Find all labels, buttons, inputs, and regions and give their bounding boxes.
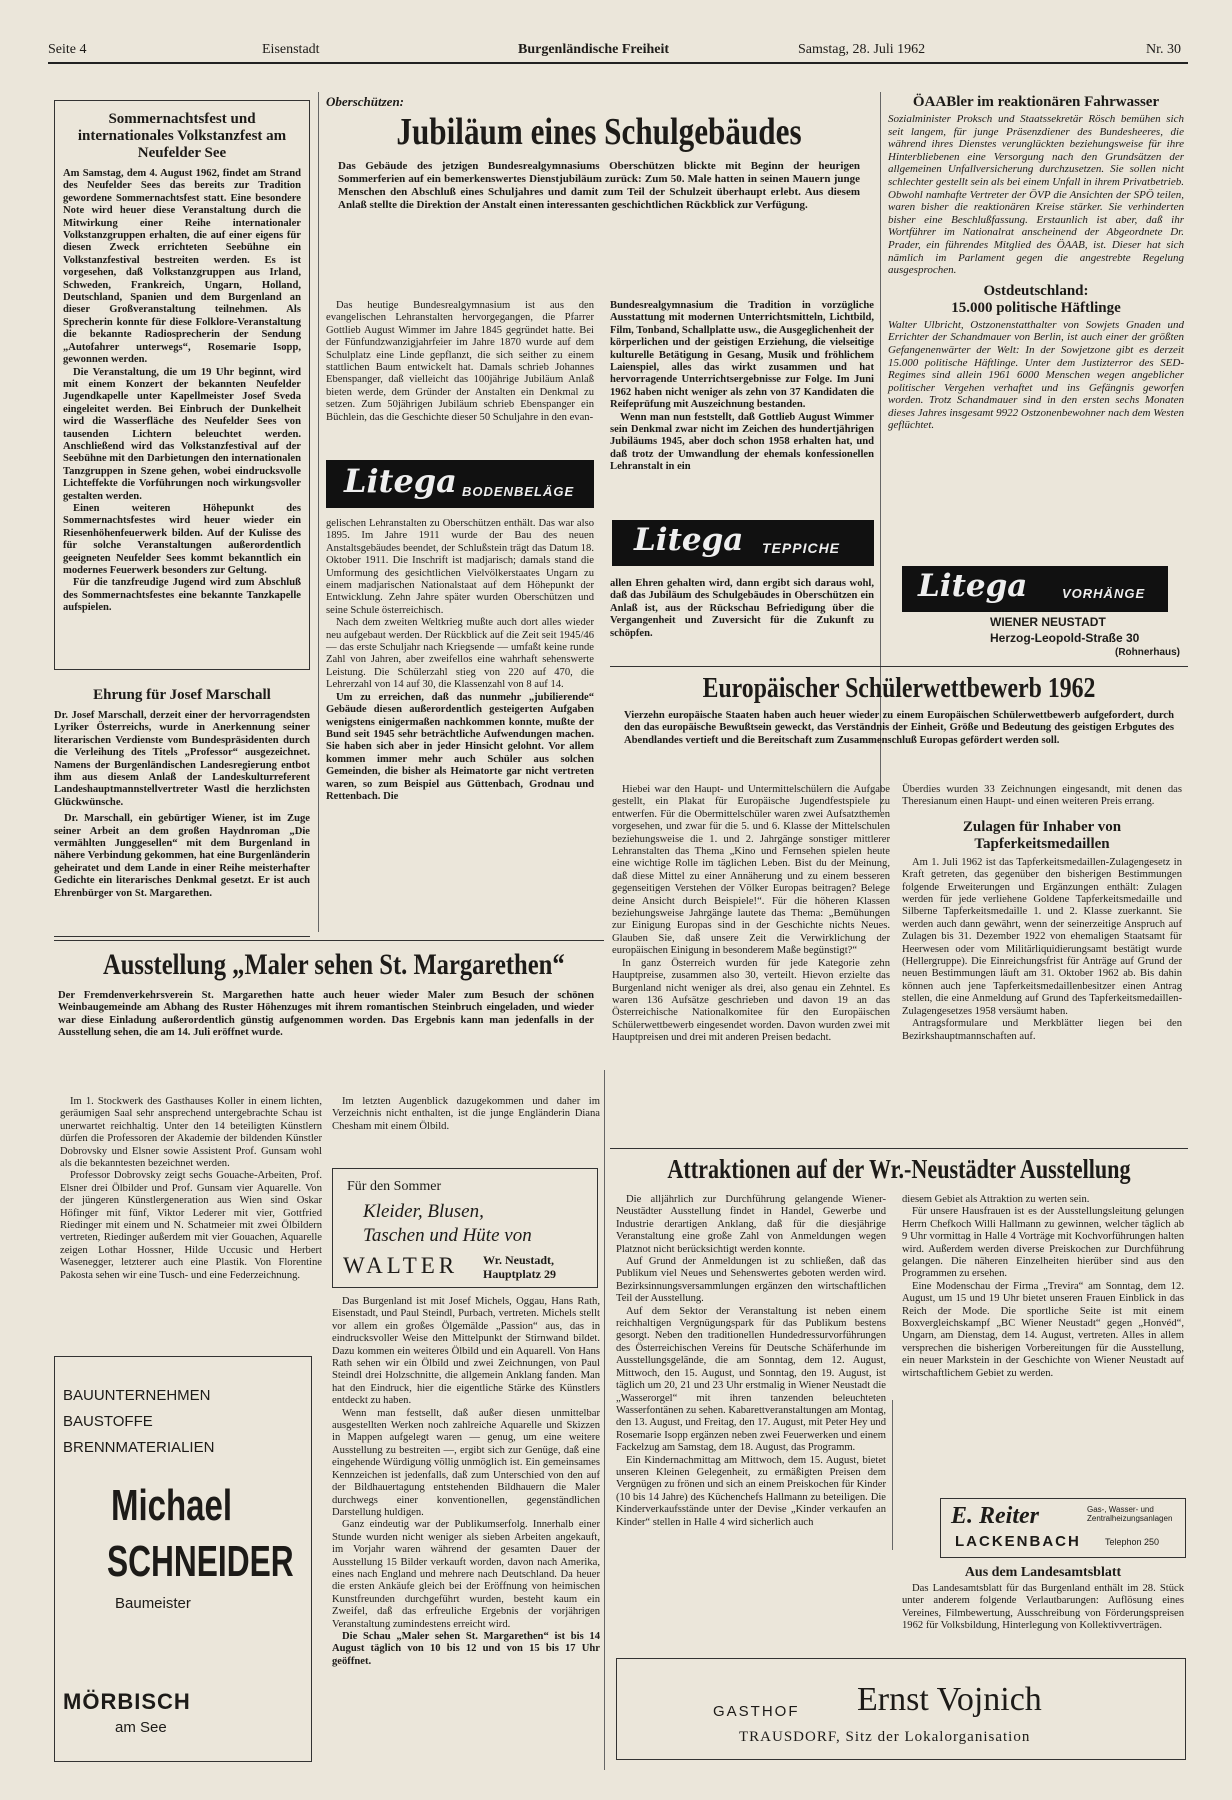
ad-line: Kleider, Blusen, [363, 1201, 484, 1222]
article-title-line1: Zulagen für Inhaber von [962, 818, 1122, 835]
ad-label: GASTHOF [713, 1703, 800, 1720]
paragraph: Antragsformulare und Merkblätter liegen bei den Bezirkshauptmannschaften auf. [902, 1018, 1182, 1042]
paragraph: Überdies wurden 33 Zeichnungen eingesandt, mit denen das Theresianum einen Haupt- und einen weiteren Preis errang. [902, 784, 1182, 808]
paragraph: Für unsere Hausfrauen ist es der Ausstellungsleitung gelungen Herrn Chefkoch Willi Hallmann zu gewinnen, welcher täglich ab 9 Uhr vormittag in Halle 4 Vorträge mit Kochvorführungen halten wird. Außerdem werden diverse Preiskochen zur Durchführung gelangen. Die näheren Einzelheiten hierüber sind aus den Programmen zu ersehen. [902, 1206, 1184, 1280]
paragraph: Professor Dobrovsky zeigt sechs Gouache-Arbeiten, Prof. Elsner drei Ölbilder und Prof. Gunsam vier Aquarelle. Von der jüngeren Künstlergeneration aus Wien sind Oskar Höfinger mit fünf, Viktor Lederer mit vier, Gottfried Riedinger mit einem und N. Schatmeier mit zwei Ölbildern vertreten, Riedinger außerdem mit vier Gouachen, Aquarelle zeigen Lothar Hossner, Hilde Uccusic und Herbert Wasenegger, letzterer auch eine Plastik. Von Florentine Pakosta sehen wir eine Tusch- und eine Federzeichnung. [60, 1170, 322, 1281]
paragraph: Wenn man nun feststellt, daß Gottlieb August Wimmer sein Denkmal zwar nicht im Zeichen des hundertjährigen Jubiläums 1945, aber doch schon 1958 erhalten hat, und daß trotz der Umwandlung der ehemals konfessionellen Lehranstalt in ein [610, 411, 874, 473]
ad-product: BODENBELÄGE [462, 484, 575, 499]
ad-place: MÖRBISCH [63, 1689, 191, 1714]
paragraph: Dr. Marschall, ein gebürtiger Wiener, ist im Zuge seiner Arbeit an dem großen Haydnroman „Die vermählten Junggesellen“ mit dem Burgenland in nähere Verbindung gekommen, hat eine Burgenländerin geheiratet und dem Lande in einer Reihe meisterhafter Gedichte ein literarisches Denkmal gesetzt. Er ist auch Ehrenbürger von St. Margarethen. [54, 813, 310, 899]
article-kicker: Oberschützen: [326, 94, 405, 109]
article-column-1b [326, 518, 594, 803]
newspaper-name: Burgenländische Freiheit [518, 42, 670, 57]
article-title: Aus dem Landesamtsblatt [964, 1565, 1122, 1580]
ad-address-2: Hauptplatz 29 [483, 1267, 557, 1281]
article-lead: Vierzehn europäische Staaten haben auch heuer wieder zu einem Europäischen Schülerwettbewerb aufgefordert, durch den das europäische Bewußtsein geweckt, das Verständnis der Einheit, Größe und Bedeutung des geistigen Erbgutes des Abendlandes vertieft und die Bereitschaft zum Zusammenschluß Europas gefördert werden soll. [624, 710, 1174, 746]
article-euro-col1 [612, 784, 890, 1045]
article-title: ÖAABler im reaktionären Fahrwasser [912, 94, 1160, 110]
paragraph: gelischen Lehranstalten zu Oberschützen enthält. Das war also 1895. Im Jahre 1911 wurde der Bau des neuen Anstaltsgebäudes beendet, der Schlußstein trägt das Datum 18. Oktober 1911. Die Inschrift ist madjarisch; damals stand die Umformung des gesichtlichen Vielvölkerstaates Ungarn zu einem madjarischen Nationalstaat auf dem Höhepunkt der Entwicklung. Zehn Jahre später wurden Oberschützen und seine Schule österreichisch. [326, 518, 594, 616]
article-jubilaeum [326, 94, 872, 218]
article-title: Jubiläum eines Schulgebäudes [396, 111, 802, 153]
article-sommernachtsfest [54, 100, 310, 670]
ad-product: VORHÄNGE [1062, 586, 1146, 601]
paragraph: Die Schau „Maler sehen St. Margarethen“ ist bis 14 August täglich von 10 bis 12 und von 15 bis 17 Uhr geöffnet. [332, 1630, 600, 1667]
issue-number: Nr. 30 [1146, 42, 1181, 57]
article-euro-col2 [902, 784, 1182, 1043]
ad-phone: Telephon 250 [1105, 1537, 1160, 1547]
paragraph: Die Veranstaltung, die um 19 Uhr beginnt, wird mit einem Konzert der bekannten Neufelder Jugendkapelle unter Kapellmeister Josef Sveda eingeleitet werden. Bei Einbruch der Dunkelheit wird die Wasserfläche des Neufelder Sees von tausenden Lichtern beleuchtet werden. Anschließend wird das Volkstanzfestival auf der Seebühne mit den Darbietungen den internationalen Tanzgruppen in Szene gehen, wobei eindrucksvolle Lichteffekte die Vorführungen noch wirkungsvoller gestalten werden. [63, 366, 301, 502]
paragraph: Walter Ulbricht, Ostzonenstatthalter von Sowjets Gnaden und Errichter der Schandmauer von Berlin, ist auch einer der größten Gefangenenwärter der Welt: In der Sowjetzone gibt es derzeit 15.000 politische Häftlinge. Unter dem Justizterror des SED-Regimes sind allein 1961 6000 Menschen wegen angeblicher politischer Vergehen verhaftet und ins Gefängnis geworfen worden. Trotz Schandmauer sind in den ersten sechs Monaten dieses Jahres insgesamt 9922 Ostzonenbewohner nach dem Westen geflüchtet. [888, 318, 1184, 432]
paragraph: Ein Kindernachmittag am Mittwoch, dem 15. August, bietet unseren Kleinen Gelegenheit, zu ermäßigten Preisen dem Vergnügen zu frönen und sich an einem Preiskochen für Kinder (10 bis 14 Jahre) des Küchenchefs Hallmann zu beteiligen. Die Kinderverkaufsstände unter der Devise „Kinder verkaufen an Kinder“ stellen in Halle 4 wird sicherlich auch [616, 1454, 886, 1528]
paragraph: allen Ehren gehalten wird, dann ergibt sich daraus wohl, daß das Jubiläum des Schulgebäudes in Oberschützen ein Anlaß ist, aus der Rückschau Befriedigung über die Vergangenheit und Zuversicht für die Zukunft zu schöpfen. [610, 578, 874, 639]
ad-name-first: Michael [111, 1481, 233, 1530]
ad-litega-bodenbelaege [326, 460, 594, 508]
paragraph: Nach dem zweiten Weltkrieg mußte auch dort alles wieder neu aufgebaut werden. Der Rückblick auf die Zeit seit 1945/46 — das erste Schuljahr nach Kriegsende — umfaßt keine runde Zahl von Jahren, aber zweifellos eine wahrhaft sehenswerte Leistung. Die Schülerzahl stieg von 220 auf 470, die Lehrerzahl von 14 auf 30, die Klassenzahl von 8 auf 14. [326, 617, 594, 691]
ad-brand: Litega [634, 522, 744, 558]
paragraph: Für die tanzfreudige Jugend wird zum Abschluß des Sommernachtsfestes eine bekannte Tanzkapelle aufspielen. [63, 577, 301, 614]
paragraph: diesem Gebiet als Attraktion zu werten sein. [902, 1194, 1090, 1205]
article-title-line1: Ostdeutschland: [983, 282, 1089, 299]
article-lead: Das Gebäude des jetzigen Bundesrealgymnasiums Oberschützen blickte mit Beginn der heurigen Sommerferien auf ein bemerkenswertes Dienstjubiläum zurück: Zum 50. Male hatten in seinen Mauern junge Menschen den Abschluß eines Schuljahres und damit zum Teil der Schulzeit überhaupt erlebt. Aus diesem Anlaß stellte die Direktion der Anstalt einen interessanten geschichtlichen Rückblick zur Verfügung. [338, 160, 860, 211]
ad-address-1: Wr. Neustadt, [483, 1253, 555, 1267]
article-title: Ehrung für Josef Marschall [93, 687, 271, 703]
ad-vojnich [616, 1658, 1186, 1760]
paragraph: Bundesrealgymnasium die Tradition in vorzügliche Ausstattung mit modernen Unterrichtsmitteln, Lichtbild, Film, Tonband, Schallplatte usw., die Ausgeglichenheit der körperlichen und der geistigen Erziehung, die vielseitige kulturelle Betätigung in Gesang, Musik und fröhlichem Laienspiel, alles das wirkt zusammen und hat hervorragende Unterrichtsergebnisse zur Folge. Im Juni 1962 haben nicht weniger als zehn von 37 Kandidaten die Reifeprüfung mit Auszeichnung bestanden. [610, 300, 874, 411]
article-title-line2: 15.000 politische Häftlinge [951, 299, 1121, 316]
article-maler [54, 946, 598, 1048]
ad-brand: E. Reiter [951, 1503, 1039, 1529]
page-number: Seite 4 [48, 42, 87, 57]
article-lead: Der Fremdenverkehrsverein St. Margarethen hatte auch heuer wieder Maler zum Besuch der schönen Weinbaugemeinde am Abhang des Ruster Höhenzuges mit ihrem romantischen Steinbruch eingeladen, und wieder war diese Einladung außerordentlich günstig aufgenommen worden. Das Ergebnis kann man jedenfalls in der Ausstellung sehen, die am 14. Juli eröffnet wurde. [58, 990, 594, 1039]
ad-brand: Ernst Vojnich [857, 1681, 1042, 1718]
ad-litega-address [990, 614, 1180, 659]
article-attraktionen [612, 1152, 1186, 1186]
article-maler-col2a [332, 1096, 600, 1133]
ad-brand: Litega [344, 462, 457, 500]
paragraph: Einen weiteren Höhepunkt des Sommernachtsfestes wird heuer wieder ein Riesenhöhenfeuerwerk bilden. Auf der Kulisse des für solche Veranstaltungen außerordentlich geeigneten Neufelder Sees kommt bekanntlich ein modernes Feuerwerk besonders zur Geltung. [63, 502, 301, 576]
article-column-1 [326, 300, 594, 424]
ad-product: TEPPICHE [762, 540, 841, 556]
article-title: Ausstellung „Maler sehen St. Margarethen“ [102, 948, 565, 981]
paragraph: Eine Modenschau der Firma „Trevira“ am Sonntag, dem 12. August, um 15 und 19 Uhr bietet unseren Frauen Einblick in das Reich der Mode. Die sportliche Seite ist mit einem Boxvergleichskampf „BC Wiener Neustadt“ gegen „Honvéd“, Ungarn, am Dienstag, dem 14. August, vertreten. Alles in allem versprechen die bisherigen Vorbereitungen für die Ausstellung, ein neuer Markstein in der Geschichte von Wiener Neustadt auf wirtschaftlichem Gebiet zu werden. [902, 1280, 1184, 1379]
paragraph: Um zu erreichen, daß das nunmehr „jubilierende“ Gebäude diesen außerordentlich gesteigerten Aufgaben wenigstens einigermaßen nachkommen konnte, mußte der Bund seit 1945 sehr beträchtliche Aufwendungen machen. Sie haben sich aber in jeder Hinsicht gelohnt. Vor allem kommen immer mehr auch Schüler aus solchen Gemeinden, die bisher als Heimatorte gar nicht vertreten waren, so zum Beispiel aus Güttenbach, Grodnau und Rettenbach. Die [326, 691, 594, 802]
article-title: Sommernachtsfest und internationales Volkstanzfest am Neufelder See [77, 111, 287, 161]
paragraph: Dr. Josef Marschall, derzeit einer der hervorragendsten Lyriker Österreichs, wurde in Anerkennung seiner literarischen Verdienste vom Bundespräsidenten durch die Verleihung des Titels „Professor“ ausgezeichnet. Namens der Burgenländischen Landesregierung entbot ihm aus diesem Anlaß der Landeskulturreferent Landeshauptmannstellvertreter Wastl die herzlichsten Glückwünsche. [54, 710, 310, 808]
paragraph: Das Burgenland ist mit Josef Michels, Oggau, Hans Rath, Eisenstadt, und Paul Steindl, Purbach, vertreten. Michels stellt vor allem ein großes Ölgemälde „Passion“ aus, das in eindrucksvoller Weise den Mittelpunkt der Stirnwand bildet. Dazu kommen ein weiteres Ölbild und ein Aquarell. Von Hans Rath sehen wir ein Ölbild und zwei Zeichnungen, von Paul Steindl drei Holzschnitte, die allgemein Anklang fanden. Man hat den Eindruck, hier die eigentliche Stärke des Künstlers entdeckt zu haben. [332, 1296, 600, 1407]
article-column-2b [610, 578, 874, 640]
article-title-line2: Tapferkeitsmedaillen [974, 835, 1110, 852]
ad-reiter [940, 1498, 1186, 1558]
ad-brand: WALTER [343, 1253, 459, 1278]
paragraph: Die alljährlich zur Durchführung gelangende Wiener-Neustädter Ausstellung findet in Handel, Gewerbe und Industrie derartigen Anklang, daß für die diesjährige Veranstaltung eine große Zahl von Anmeldungen wegen Platznot nicht berücksichtigt werden konnte. [616, 1194, 886, 1255]
paragraph: Das Landesamtsblatt für das Burgenland enthält im 28. Stück unter anderem folgende Verlautbarungen: Auflösung eines Vereines, Filmbewertung, Ausschreibung von Förderungspreisen 1962 für Volksbildung, Hinterlegung von Kollektivverträgen. [902, 1583, 1184, 1632]
ad-place: LACKENBACH [955, 1533, 1081, 1550]
ad-brand: Litega [918, 568, 1028, 604]
place-name: Eisenstadt [262, 42, 320, 57]
article-title: Europäischer Schülerwettbewerb 1962 [702, 672, 1096, 704]
article-landesamtsblatt [902, 1564, 1184, 1633]
paragraph: Am 1. Juli 1962 ist das Tapferkeitsmedaillen-Zulagengesetz in Kraft getreten, das gegenüber den bisherigen Bestimmungen folgende Erweiterungen und Ergänzungen enthält: Zulagen werden für jede verliehene Goldene Tapferkeitsmedaille und Silberne Tapferkeitsmedaille 1. und 2. Klasse zuerkannt. Sie werden auch dann gewährt, wenn der seinerzeitige Anspruch auf Zulagen bis 31. Dezember 1922 von ehemaligen Staatsamt für Heerwesen oder vom Militärliquidierungsamt bestätigt wurde (Hellergruppe). Die Einreichungsfrist für Anträge auf Grund der neuen Bestimmungen läuft am 31. Oktober 1962 ab. Bis dahin können auch jene Tapferkeitsmedaillenbesitzer einen Antrag stellen, die eine Anmeldung auf Grund des Tapferkeitsmedaillen-Zulagengesetzes 1958 versäumt haben. [902, 856, 1182, 1017]
ad-walter [332, 1168, 598, 1288]
article-ehrung [54, 686, 310, 937]
article-schuelerwettbewerb [612, 670, 1186, 751]
ad-name-last: SCHNEIDER [107, 1537, 294, 1586]
article-attr-col2 [902, 1194, 1184, 1380]
paragraph: Wenn man festsellt, daß außer diesen unmittelbar ausgestellten Werken noch zahlreiche Aquarelle und Skizzen in Mappen aufgelegt waren — genug, um eine weitere Ausstellung zu bestreiten —, ergibt sich zur Genüge, daß eine eingehende Würdigung völlig unmöglich ist. Ein gemeinsames Kennzeichen ist jedenfalls, daß zum Unterschied von den auf der Bildhauertagung entstehenden Bildhauern die Maler durchwegs einer konventionellen, gegenständlichen Darstellung huldigen. [332, 1407, 600, 1518]
article-maler-col2b [332, 1296, 600, 1668]
paragraph: Im letzten Augenblick dazugekommen und daher im Verzeichnis nicht enthalten, ist die junge Engländerin Diana Chesham mit einem Ölbild. [332, 1096, 600, 1132]
paragraph: Sozialminister Proksch und Staatssekretär Rösch bemühen sich seit langem, für junge Präsenzdiener des Bundesheeres, die während ihres Dienstes verunglückten beziehungsweise für ihre Hinterbliebenen eine Versorgung nach den Grundsätzen der allgemeinen Unfallversicherung durchzusetzen. Sie sollen nicht schlechter gestellt sein als bei einem Unfall in ihrem Privatbetrieb. Obwohl namhafte Vertreter der ÖVP die Ansichten der SPÖ teilen, waren bisher die reaktionären Kreise stärker. Sie verhinderten bisher eine Beschlußfassung. Erstaunlich ist aber, daß ihr Wortführer im Nationalrat anscheinend der Abgeordnete Dr. Prader, ein führendes Mitglied des ÖAAB, ist. Dieser hat sich nämlich im Parlament gegen die angestrebte Regelung ausgesprochen. [888, 113, 1184, 277]
paragraph: Auf dem Sektor der Veranstaltung ist neben einem reichhaltigen Vergnügungspark für das Publikum bestens gesorgt. Neben den traditionellen Hundedressurvorführungen des Österreichischen Vereins für Deutsche Schäferhunde im Ausstellungsgelände, die am Sonntag, dem 12. August, Mittwoch, den 15. August, und Sonntag, den 19. August, ist täglich um 20, 21 und 23 Uhr erstmalig in Wiener Neustadt die „Wasserorgel“ mit ihren tanzenden beleuchteten Wasserfontänen zu sehen. Kabarettveranstaltungen am Montag, den 13. August, und Freitag, den 17. August, mit Peter Hey und Rosemarie Isopp ergänzen neben zwei Feuerwerken und einem Fackelzug am Samstag, dem 18. August, das Programm. [616, 1305, 886, 1454]
article-column-2 [610, 300, 874, 474]
ad-line: BAUSTOFFE [63, 1413, 153, 1430]
paragraph: Hiebei war den Haupt- und Untermittelschülern die Aufgabe gestellt, ein Plakat für Europäische Jugendfestspiele zu entwerfen. Für die Obermittelschüler waren zwei Aufsatzthemen vorgesehen, und zwar für die 5. und 6. Klasse der Mittelschulen beziehungsweise die 1. und 2. Jahrgänge sonstiger mittlerer Lehranstalten das Thema „Kino und Fernsehen spielen heute eine wichtige Rolle im täglichen Leben. Bist du der Meinung, daß diese Mittel zu einer Annäherung und zu einem besseren gegenseitigen Verstehen der Völker Europas beitragen? Belege deine Ansicht durch Beispiele!“. Für die höheren Klassen beziehungsweise Jahrgänge lautete das Thema: „Bemühungen zur Einigung Europas sind in der Geschichte nichts Neues. Glauben Sie, daß unsere Zeit die Verwirklichung der europäischen Einigung in besonderem Maße begünstigt?“ [612, 784, 890, 957]
ad-place-sub: am See [115, 1719, 167, 1736]
page-header [48, 40, 1188, 64]
paragraph: Im 1. Stockwerk des Gasthauses Koller in einem lichten, geräumigen Saal sehr ansprechend untergebrachte Schau ist unerwartet reichhaltig. Unter den 14 beteiligten Künstlern dürfen die Professoren der Akademie der bildenden Künstler Dobrovsky und Elsner sowie Assistent Prof. Gunsam wohl als die bekanntesten bezeichnet werden. [60, 1096, 322, 1170]
ad-sub: Gas-, Wasser- und Zentralheizungsanlagen [1087, 1505, 1173, 1523]
article-oeaabler [888, 94, 1184, 432]
ad-schneider [54, 1356, 312, 1762]
paragraph: Das heutige Bundesrealgymnasium ist aus den evangelischen Lehranstalten hervorgegangen, die Pfarrer Gottlieb August Wimmer im Jahre 1845 gegründet hatte. Bei der Fünfundzwanzigjahrfeier im Jahre 1870 wurde auf dem Schulplatz eine Linde gepflanzt, die sich seither zu einem stattlichen Baum entwickelt hat. Damals schrieb Johannes Ebenspanger, daß vielleicht das 100jährige Jubiläum Anlaß bieten werde, dem Gründer der Anstalten ein Denkmal zu setzen. Zum 50jährigen Jubiläum schrieb Ebenspanger ein Büchlein, das die Geschichte dieser 50 Schuljahre in den evan- [326, 300, 594, 423]
ad-line: BAUUNTERNEHMEN [63, 1387, 211, 1404]
article-attr-col1 [616, 1194, 886, 1529]
paragraph: Am Samstag, dem 4. August 1962, findet am Strand des Neufelder Sees das bereits zur Tradition gewordene Sommernachtsfest statt. Eine besondere Note wird heuer diese Veranstaltung durch die Mitwirkung einer Reihe internationaler Volkstanzgruppen erhalten, die auf einer eigens für diesen Zweck errichteten Seebühne ein Volkstanzfestival bestreiten werden. Es ist vorgesehen, daß Volkstanzgruppen aus Irland, Schweden, Frankreich, Ungarn, Holland, Deutschland, Spanien und dem Burgenland an dieser Großveranstaltung teilnehmen. Als Sprecherin konnte für diese Folklore-Veranstaltung die bekannte Radiosprecherin der Sendung „Autofahrer unterwegs“, Rosemarie Isopp, gewonnen werden. [63, 168, 301, 366]
issue-date: Samstag, 28. Juli 1962 [798, 42, 926, 57]
ad-title: Baumeister [115, 1595, 191, 1612]
article-title: Attraktionen auf der Wr.-Neustädter Ausstellung [667, 1154, 1131, 1184]
ad-address: TRAUSDORF, Sitz der Lokalorganisation [739, 1729, 1031, 1745]
paragraph: Ganz eindeutig war der Publikumserfolg. Innerhalb einer Stunde wurden nicht weniger als sieben Arbeiten angekauft, im Vorjahr waren während der gesamten Dauer der Ausstellung 15 Bilder verkauft worden, davon nach Amerika, eines nach England und mehrere nach Deutschland. Da heuer die ersten Ankäufe gleich bei der Eröffnung von heimischen Kunstfreunden durchgeführt wurden, besteht kaum ein Zweifel, daß das erfreuliche Ergebnis der vorjährigen Veranstaltung zumindestens erreicht wird. [332, 1519, 600, 1630]
paragraph: In ganz Österreich wurden für jede Kategorie zehn Hauptpreise, zusammen also 30, verteilt. Hievon erzielte das Burgenland nicht weniger als drei, also genau ein Zehntel. Es waren 136 Aufsätze geschrieben und davon 19 an das Österreichische Nationalkomitee für den Europäischen Schülerwettbewerb eingesendet worden. Davon wurden zwei mit Hauptpreisen und drei mit anderen Preisen bedacht. [612, 957, 890, 1044]
ad-city: WIENER NEUSTADT [990, 615, 1106, 629]
ad-street: Herzog-Leopold-Straße 30 [990, 631, 1140, 645]
ad-litega-vorhaenge [902, 566, 1168, 612]
ad-note: (Rohnerhaus) [1115, 647, 1180, 658]
ad-line: Taschen und Hüte von [363, 1225, 532, 1246]
ad-litega-teppiche [612, 520, 874, 566]
ad-intro: Für den Sommer [347, 1179, 442, 1194]
article-maler-col1 [60, 1096, 322, 1282]
ad-line: BRENNMATERIALIEN [63, 1439, 215, 1456]
paragraph: Auf Grund der Anmeldungen ist zu schließen, daß das Publikum viel Neues und Sehenswertes geboten werden wird. Bezirksinnungsversammlungen ergänzen den wirtschaftlichen Teil der Ausstellung. [616, 1256, 886, 1305]
